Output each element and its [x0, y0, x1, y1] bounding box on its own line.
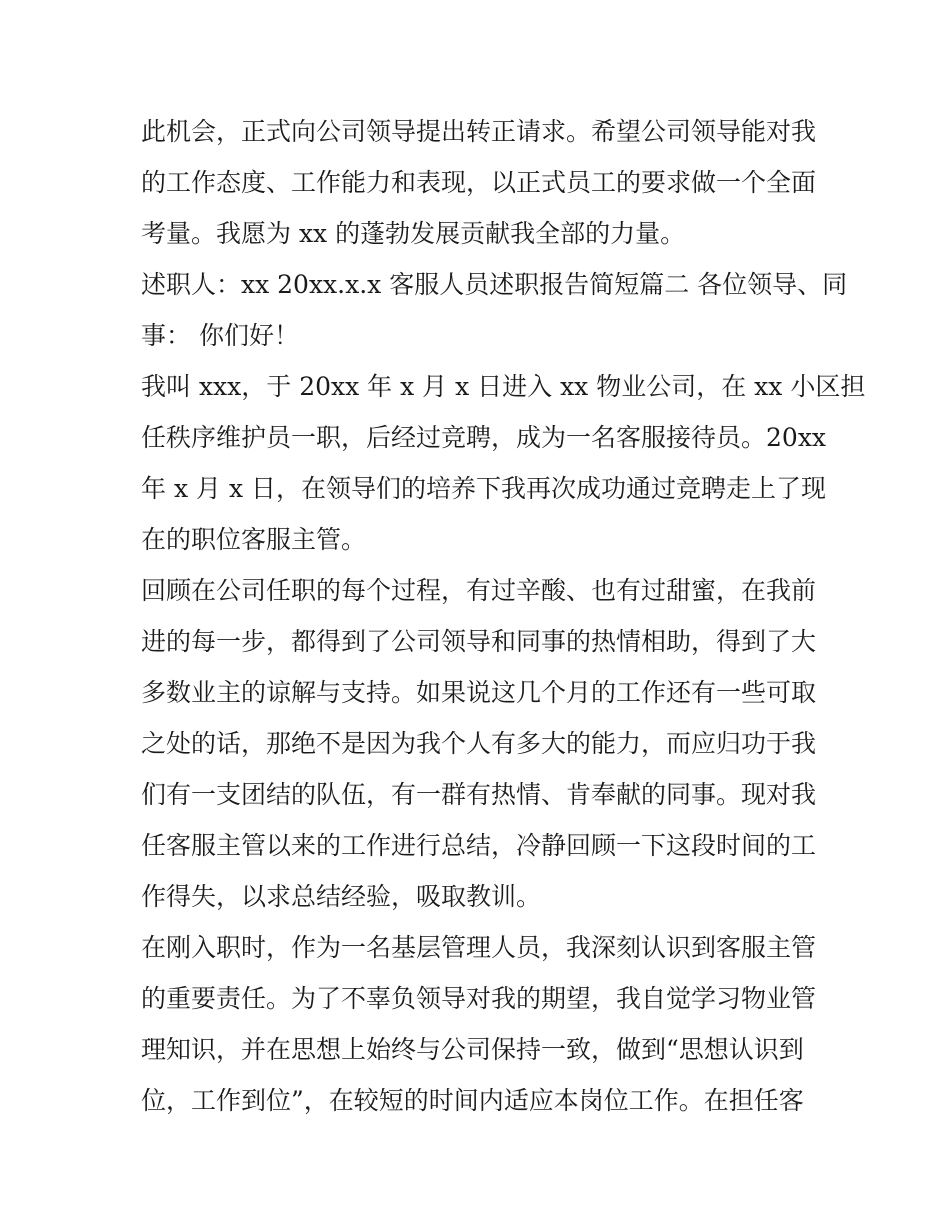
text-line: 的重要责任。为了不辜负领导对我的期望，我自觉学习物业管 [141, 984, 817, 1013]
text-line: 我叫 xxx，于 20xx 年 x 月 x 日进入 xx 物业公司，在 xx 小区担 [141, 372, 866, 401]
text-line: 位，工作到位”，在较短的时间内适应本岗位工作。在担任客 [141, 1086, 804, 1115]
text-line: 此机会，正式向公司领导提出转正请求。希望公司领导能对我 [141, 117, 817, 146]
text-line: 在刚入职时，作为一名基层管理人员，我深刻认识到客服主管 [141, 933, 817, 962]
text-line: 事： 你们好！ [141, 321, 299, 350]
text-line: 述职人：xx 20xx.x.x 客服人员述职报告简短篇二 各位领导、同 [141, 270, 848, 299]
text-line: 回顾在公司任职的每个过程，有过辛酸、也有过甜蜜，在我前 [141, 576, 817, 605]
text-line: 理知识，并在思想上始终与公司保持一致，做到“思想认识到 [141, 1035, 804, 1064]
text-line: 进的每一步，都得到了公司领导和同事的热情相助，得到了大 [141, 627, 817, 656]
body-text [141, 106, 866, 1126]
text-line: 们有一支团结的队伍，有一群有热情、肯奉献的同事。现对我 [141, 780, 817, 809]
text-line: 多数业主的谅解与支持。如果说这几个月的工作还有一些可取 [141, 678, 817, 707]
text-line: 年 x 月 x 日，在领导们的培养下我再次成功通过竞聘走上了现 [141, 474, 826, 503]
text-line: 作得失，以求总结经验，吸取教训。 [141, 882, 542, 911]
text-line: 考量。我愿为 xx 的蓬勃发展贡献我全部的力量。 [141, 219, 686, 248]
text-line: 任秩序维护员一职，后经过竞聘，成为一名客服接待员。20xx [141, 423, 827, 452]
text-line: 在的职位客服主管。 [141, 525, 367, 554]
text-line: 之处的话，那绝不是因为我个人有多大的能力，而应归功于我 [141, 729, 817, 758]
text-line: 的工作态度、工作能力和表现，以正式员工的要求做一个全面 [141, 168, 817, 197]
text-line: 任客服主管以来的工作进行总结，冷静回顾一下这段时间的工 [141, 831, 817, 860]
